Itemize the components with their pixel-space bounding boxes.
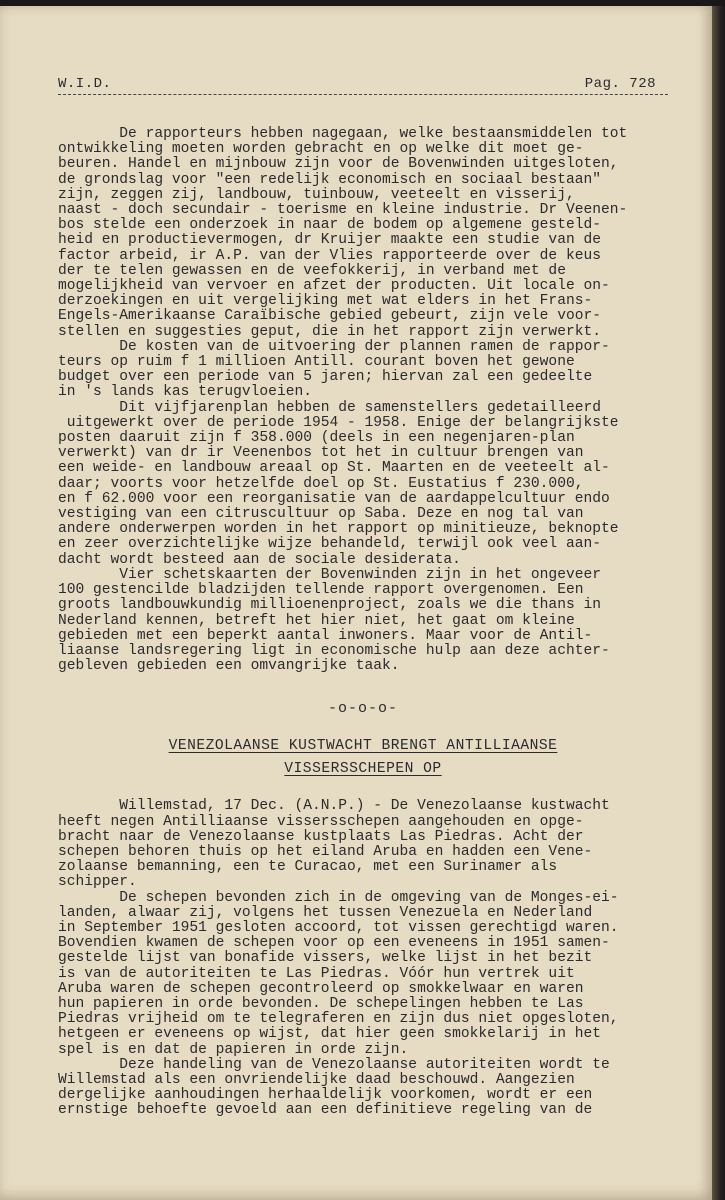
article-title-line-1: VENEZOLAANSE KUSTWACHT BRENGT ANTILLIAANSE (168, 738, 558, 755)
page-edge-shadow (712, 6, 725, 1200)
publication-code: W.I.D. (58, 76, 112, 92)
article-title-line-2: VISSERSSCHEPEN OP (284, 761, 442, 778)
page-number: Pag. 728 (584, 76, 656, 92)
article-title (58, 735, 668, 781)
section-separator: -o-o-o- (327, 700, 398, 718)
article-body-kustwacht: Willemstad, 17 Dec. (A.N.P.) - De Venezolaanse kustwacht heeft negen Antilliaanse vissersschepen aangehouden en opge- bracht naar de Venezolaanse kustplaats Las Piedras. Acht der schepen behoren thuis op het eiland Aruba en hadden een Vene- zolaanse bemanning, een te Curacao, met een Surinamer als schipper. De schepen bevonden zich in de omgeving van de Monges-ei- landen, alwaar zij, volgens het tussen Venezuela en Nederland in September 1951 gesloten accoord, tot vissen gerechtigd waren. Bovendien kwamen de schepen voor op een eveneens in 1951 samen- gestelde lijst van bonafide vissers, welke lijst in het bezit is van de autoriteiten te Las Piedras. Vóór hun vertrek uit Aruba waren de schepen gecontroleerd op smokkelwaar en waren hun papieren in orde bevonden. De schepelingen hebben te Las Piedras vrijheid om te telegraferen en zijn dus niet opgesloten, hetgeen er eveneens op wijst, dat hier geen smokkelarij in het spel is en dat de papieren in orde zijn. Deze handeling van de Venezolaanse autoriteiten wordt te Willemstad als een onvriendelijke daad beschouwd. Aangezien dergelijke aanhoudingen herhaaldelijk voorkomen, wordt er een ernstige behoefte gevoeld aan een definitieve regeling van de (58, 798, 619, 1119)
page-header (58, 72, 668, 95)
page-content (58, 72, 668, 1119)
article-body-rapport: De rapporteurs hebben nagegaan, welke bestaansmiddelen tot ontwikkeling moeten worden gebracht en op welke dit moet ge- beuren. Handel en mijnbouw zijn voor de Bovenwinden uitgesloten, de grondslag voor "een redelijk economisch en sociaal bestaan" zijn, zeggen zij, landbouw, tuinbouw, veeteelt en visserij, naast - doch secundair - toerisme en kleine industrie. Dr Veenen- bos stelde een onderzoek in naar de bodem op algemene gesteld- heid en productievermogen, dr Kruijer maakte een studie van de factor arbeid, ir A.P. van der Vlies rapporteerde over de keus der te telen gewassen en de veefokkerij, in verband met de mogelijkheid van vervoer en afzet der producten. Uit locale on- derzoekingen en uit vergelijking met wat elders in het Frans- Engels-Amerikaanse Caraïbische gebied gebeurt, zijn vele voor- stellen en suggesties geput, die in het rapport zijn verwerkt. De kosten van de uitvoering der plannen ramen de rappor- teurs op ruim f 1 millioen Antill. courant boven het gewone budget over een periode van 5 jaren; hiervan zal een gedeelte in 's lands kas terugvloeien. Dit vijfjarenplan hebben de samenstellers gedetailleerd uitgewerkt over de periode 1954 - 1958. Enige der belangrijkste posten daaruit zijn f 358.000 (deels in een negenjaren-plan verwerkt) van dr ir Veenenbos tot het in cultuur brengen van een weide- en landbouw areaal op St. Maarten en de veeteelt al- daar; voorts voor hetzelfde doel op St. Eustatius f 230.000, en f 62.000 voor een reorganisatie van de aardappelcultuur endo vestiging van een citruscultuur op Saba. Deze en nog tal van andere onderwerpen worden in het rapport op minitieuze, beknopte en zeer overzichtelijke wijze behandeld, terwijl ook veel aan- dacht wordt besteed aan de sociale desiderata. Vier schetskaarten der Bovenwinden zijn in het ongeveer 100 gestencilde bladzijden tellende rapport overgenomen. Een groots landbouwkundig millioenenproject, zoals we die thans in Nederland kennen, betreft het hier niet, het gaat om kleine gebieden met een beperkt aantal inwoners. Maar voor de Antil- liaanse landsregering ligt in economische hulp aan deze achter- gebleven gebieden een omvangrijke taak. (58, 126, 628, 675)
document-page (0, 6, 712, 1200)
